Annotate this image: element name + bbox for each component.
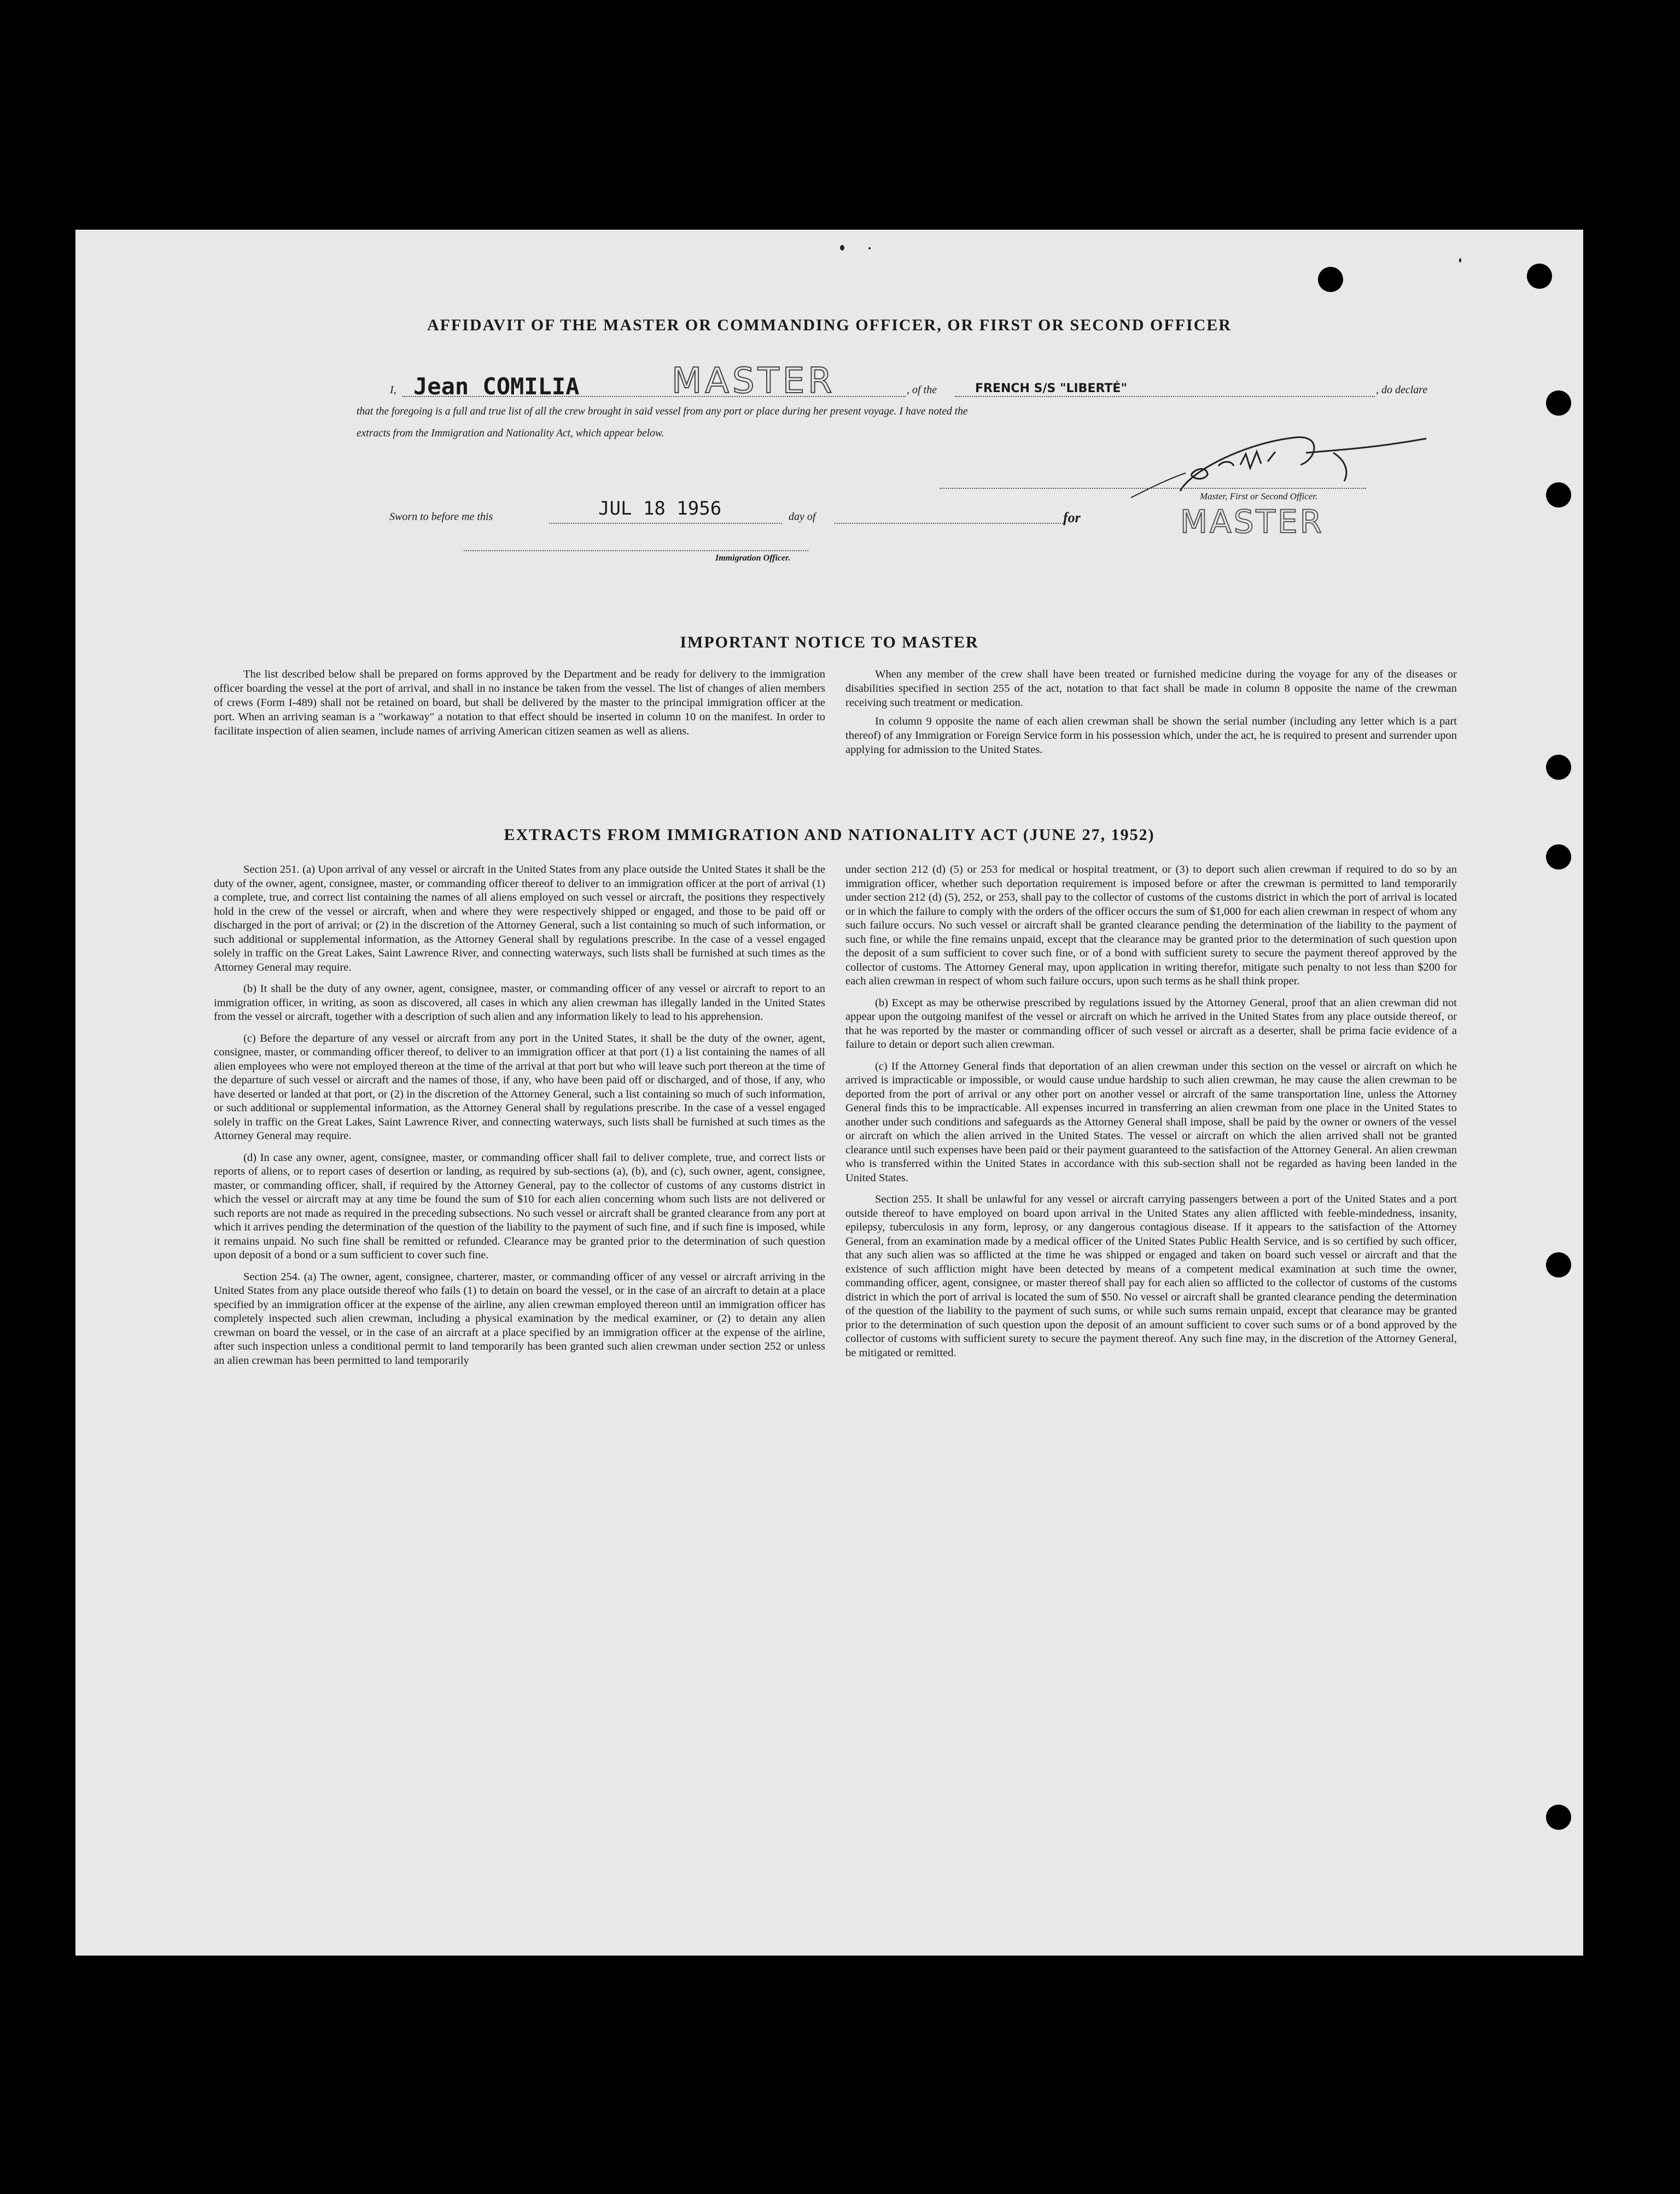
- vessel-blank-line: [955, 396, 1375, 397]
- sworn-prefix: Sworn to before me this: [389, 511, 493, 523]
- extracts-right-column: [845, 863, 1457, 1368]
- master-stamp: MASTER: [672, 361, 836, 401]
- document-page: [75, 230, 1583, 1956]
- punch-hole: [1546, 1252, 1571, 1277]
- notice-right-column: [845, 667, 1457, 761]
- punch-hole: [1527, 264, 1552, 289]
- master-stamp-2: MASTER: [1180, 503, 1324, 540]
- punch-hole: [1546, 1805, 1571, 1830]
- declaration-line-3: extracts from the Immigration and Nationality Act, which appear below.: [357, 428, 664, 439]
- notice-paragraph: In column 9 opposite the name of each alien crewman shall be shown the serial number (including any letter which is a part thereof) of any Immigration or Foreign Service form in his possession which, under the act, he is required to present and surrender upon applying for admission to the United States.: [845, 715, 1457, 756]
- extracts-left-column: [214, 863, 825, 1375]
- signature-line: [940, 488, 1366, 489]
- punch-hole: [1546, 390, 1571, 416]
- speck: [840, 245, 844, 250]
- extract-paragraph: Section 254. (a) The owner, agent, consignee, charterer, master, or commanding officer of any vessel or aircraft arriving in the United States from any place outside thereof who fails (1) to detain on board the vessel, or in the case of an aircraft to detain at a place specified by an immigration officer at the expense of the airline, any alien crewman employed thereon until an immigration officer has completely inspected such alien crewman, including a physical examination by the medical examiner, or (2) to detain any alien crewman on board the vessel, or in the case of an aircraft at a place specified by an immigration officer at the expense of the airline, after such inspection unless a conditional permit to land temporarily has been granted such alien crewman under section 252 or unless an alien crewman has been permitted to land temporarily: [214, 1270, 825, 1367]
- vessel-name: FRENCH S/S "LIBERTÉ": [975, 382, 1127, 395]
- sworn-date-line: [549, 523, 782, 524]
- extract-paragraph: Section 251. (a) Upon arrival of any vessel or aircraft in the United States from any place outside the United States it shall be the duty of the owner, agent, consignee, master, or commanding officer thereof to deliver to an immigration officer at the port of arrival (1) a complete, true, and correct list containing the names of all aliens employed on such vessel or aircraft, the positions they respectively hold in the crew of the vessel or aircraft, when and where they were respectively shipped or engaged, and those to be paid off or discharged in the port of arrival; or (2) in the discretion of the Attorney General, such a list containing so much of such information, or such additional or supplemental information, as the Attorney General shall by regulations prescribe. In the case of a vessel engaged solely in traffic on the Great Lakes, Saint Lawrence River, and connecting waterways, such lists shall be furnished at such times as the Attorney General may require.: [214, 863, 825, 973]
- extract-paragraph: Section 255. It shall be unlawful for any vessel or aircraft carrying passengers between a port of the United States and a port outside thereof to have employed on board upon arrival in the United States any alien afflicted with feeble-mindedness, insanity, epilepsy, tuberculosis in any form, leprosy, or any dangerous contagious disease. If it appears to the satisfaction of the Attorney General, from an examination made by a medical officer of the United States Public Health Service, and is so certified by such officer, that any such alien was so afflicted at the time he was shipped or engaged and taken on board such vessel or aircraft and that the existence of such affliction might have been detected by means of a competent medical examination at such time the owner, commanding officer, agent, consignee, or master thereof shall pay for each alien so afflicted to the collector of customs of the customs district in which the port of arrival is located the sum of $50. No vessel or aircraft shall be granted clearance pending the determination of the question of the liability to the payment of such sums, or while such sums remain unpaid, except that clearance may be granted prior to the determination of such question upon the deposit of an amount sufficient to cover such sums or of a bond approved by the collector of customs with sufficient surety to secure the payment thereof. Any such fine may, in the discretion of the Attorney General, be mitigated or remitted.: [845, 1193, 1457, 1359]
- officer-line: [464, 550, 808, 551]
- signature-for: for: [1063, 510, 1081, 526]
- of-the-label: , of the: [907, 384, 937, 396]
- do-declare-label: , do declare: [1376, 384, 1428, 396]
- day-of-label: day of: [789, 511, 816, 523]
- declaration-prefix: I,: [390, 384, 396, 396]
- extract-paragraph: under section 212 (d) (5) or 253 for medical or hospital treatment, or (3) to deport such alien crewman if required to do so by an immigration officer, whether such deportation requirement is imposed before or after the crewman is permitted to land temporarily under section 212 (d) (5), 252, or 253, shall pay to the collector of customs of the customs district in which the port of arrival is located or in which the failure to comply with the orders of the officer occurs the sum of $1,000 for each alien crewman in respect of whom any such failure occurs. No such vessel or aircraft shall be granted clearance pending the determination of the liability to the payment of such fine, or while the fine remains unpaid, except that the clearance may be granted prior to the determination of such question upon the deposit of a sum sufficient to cover such fine, or of a bond with sufficient surety to secure the payment thereof approved by the collector of customs. The Attorney General may, upon application in writing therefor, mitigate such penalty to not less than $200 for each alien crewman in respect of whom such failure occurs, upon such terms as he shall think proper.: [845, 863, 1457, 987]
- master-name: Jean COMILIA: [413, 373, 580, 400]
- extract-paragraph: (b) It shall be the duty of any owner, agent, consignee, master, or commanding officer of any vessel or aircraft to report to an immigration officer, in writing, as soon as discovered, all cases in which any alien crewman has illegally landed in the United States from the vessel or aircraft, together with a description of such alien and any information likely to lead to his apprehension.: [214, 983, 825, 1023]
- extract-paragraph: (b) Except as may be otherwise prescribed by regulations issued by the Attorney General, proof that an alien crewman did not appear upon the outgoing manifest of the vessel or aircraft on which he arrived in the United States from any place outside thereof, or that he was reported by the master or commanding officer of such vessel or aircraft as a deserter, shall be prima facie evidence of a failure to detain or deport such alien crewman.: [845, 996, 1457, 1051]
- declaration-line-2: that the foregoing is a full and true list of all the crew brought in said vessel from any port or place during her present voyage. I have noted the: [357, 406, 968, 417]
- extract-paragraph: (c) Before the departure of any vessel or aircraft from any port in the United States, it shall be the duty of the owner, agent, consignee, master, or commanding officer thereof, to deliver to an immigration officer at that port (1) a list containing the names of all alien employees who were not employed thereon at the time of the arrival at that port but who will leave such port thereon at the time of the departure of such vessel or aircraft and the names of those, if any, who have been paid off or discharged, and of those, if any, who have deserted or landed at that port, or (2) in the discretion of the Attorney General, such a list containing so much of such information, or such additional or supplemental information, as the Attorney General shall by regulations prescribe. In the case of a vessel engaged solely in traffic on the Great Lakes, Saint Lawrence River, and connecting waterways, such lists shall be furnished at such times as the Attorney General may require.: [214, 1032, 825, 1142]
- extract-paragraph: (d) In case any owner, agent, consignee, master, or commanding officer shall fail to deliver complete, true, and correct lists or reports of aliens, or to report cases of desertion or landing, as required by sub-sections (a), (b), and (c), such owner, agent, consignee, master, or commanding officer, shall, if required by the Attorney General, pay to the collector of customs of any customs district in which the vessel or aircraft may at any time be found the sum of $10 for each alien concerning whom such lists are not delivered or such reports are not made as required in the preceding subsections. No such vessel or aircraft shall be granted clearance from any port at which it arrives pending the determination of the question of the liability to the payment of such fine, and if such fine is imposed, while it remains unpaid. No such fine shall be remitted or refunded. Clearance may be granted prior to the determination of such question upon deposit of a bond or a sum sufficient to cover such fine.: [214, 1151, 825, 1261]
- notice-left-column: [214, 667, 825, 743]
- punch-hole: [1546, 844, 1571, 870]
- speck: [1459, 258, 1461, 262]
- extract-paragraph: (c) If the Attorney General finds that deportation of an alien crewman under this section on the vessel or aircraft on which he arrived is impracticable or impossible, or would cause undue hardship to such alien crewman, he may cause the alien crewman to be deported from the port of arrival or any other port on another vessel or aircraft of the same transportation line, unless the Attorney General finds this to be impracticable. All expenses incurred in transferring an alien crewman from one place in the United States to another under such conditions and safeguards as the Attorney General shall impose, shall be paid by the owner or owners of the vessel or aircraft on which the alien arrived in the United States. The vessel or aircraft on which the alien arrived shall not be granted clearance until such expenses have been paid or their payment guaranteed to the satisfaction of the Attorney General. An alien crewman who is transferred within the United States in accordance with this sub-section shall not be regarded as having been landed in the United States.: [845, 1060, 1457, 1184]
- notice-paragraph: When any member of the crew shall have been treated or furnished medicine during the voyage for any of the diseases or disabilities specified in section 255 of the act, notation to that fact shall be made in column 8 opposite the name of the crewman receiving such treatment or medication.: [845, 668, 1457, 709]
- punch-hole: [1318, 267, 1343, 292]
- extracts-heading: EXTRACTS FROM IMMIGRATION AND NATIONALITY ACT (JUNE 27, 1952): [504, 826, 1155, 844]
- sworn-date: JUL 18 1956: [598, 498, 722, 520]
- affidavit-title: AFFIDAVIT OF THE MASTER OR COMMANDING OFFICER, OR FIRST OR SECOND OFFICER: [427, 316, 1232, 334]
- punch-hole: [1546, 482, 1571, 507]
- speck: [868, 247, 871, 249]
- notice-heading: IMPORTANT NOTICE TO MASTER: [680, 633, 979, 651]
- notice-paragraph: The list described below shall be prepared on forms approved by the Department and be ready for delivery to the immigration officer boarding the vessel at the port of arrival, and shall in no instance be taken from the vessel. The list of changes of alien members of crews (Form I-489) shall not be retained on board, but shall be delivered by the master to the principal immigration officer at the port. When an arriving seaman is a "workaway" a notation to that effect should be inserted in column 10 on the manifest. In order to facilitate inspection of alien seamen, include names of arriving American citizen seamen as well as aliens.: [214, 668, 825, 737]
- signature-caption: Master, First or Second Officer.: [1200, 491, 1318, 501]
- officer-caption: Immigration Officer.: [715, 553, 791, 563]
- punch-hole: [1546, 755, 1571, 780]
- day-of-line: [835, 523, 1063, 524]
